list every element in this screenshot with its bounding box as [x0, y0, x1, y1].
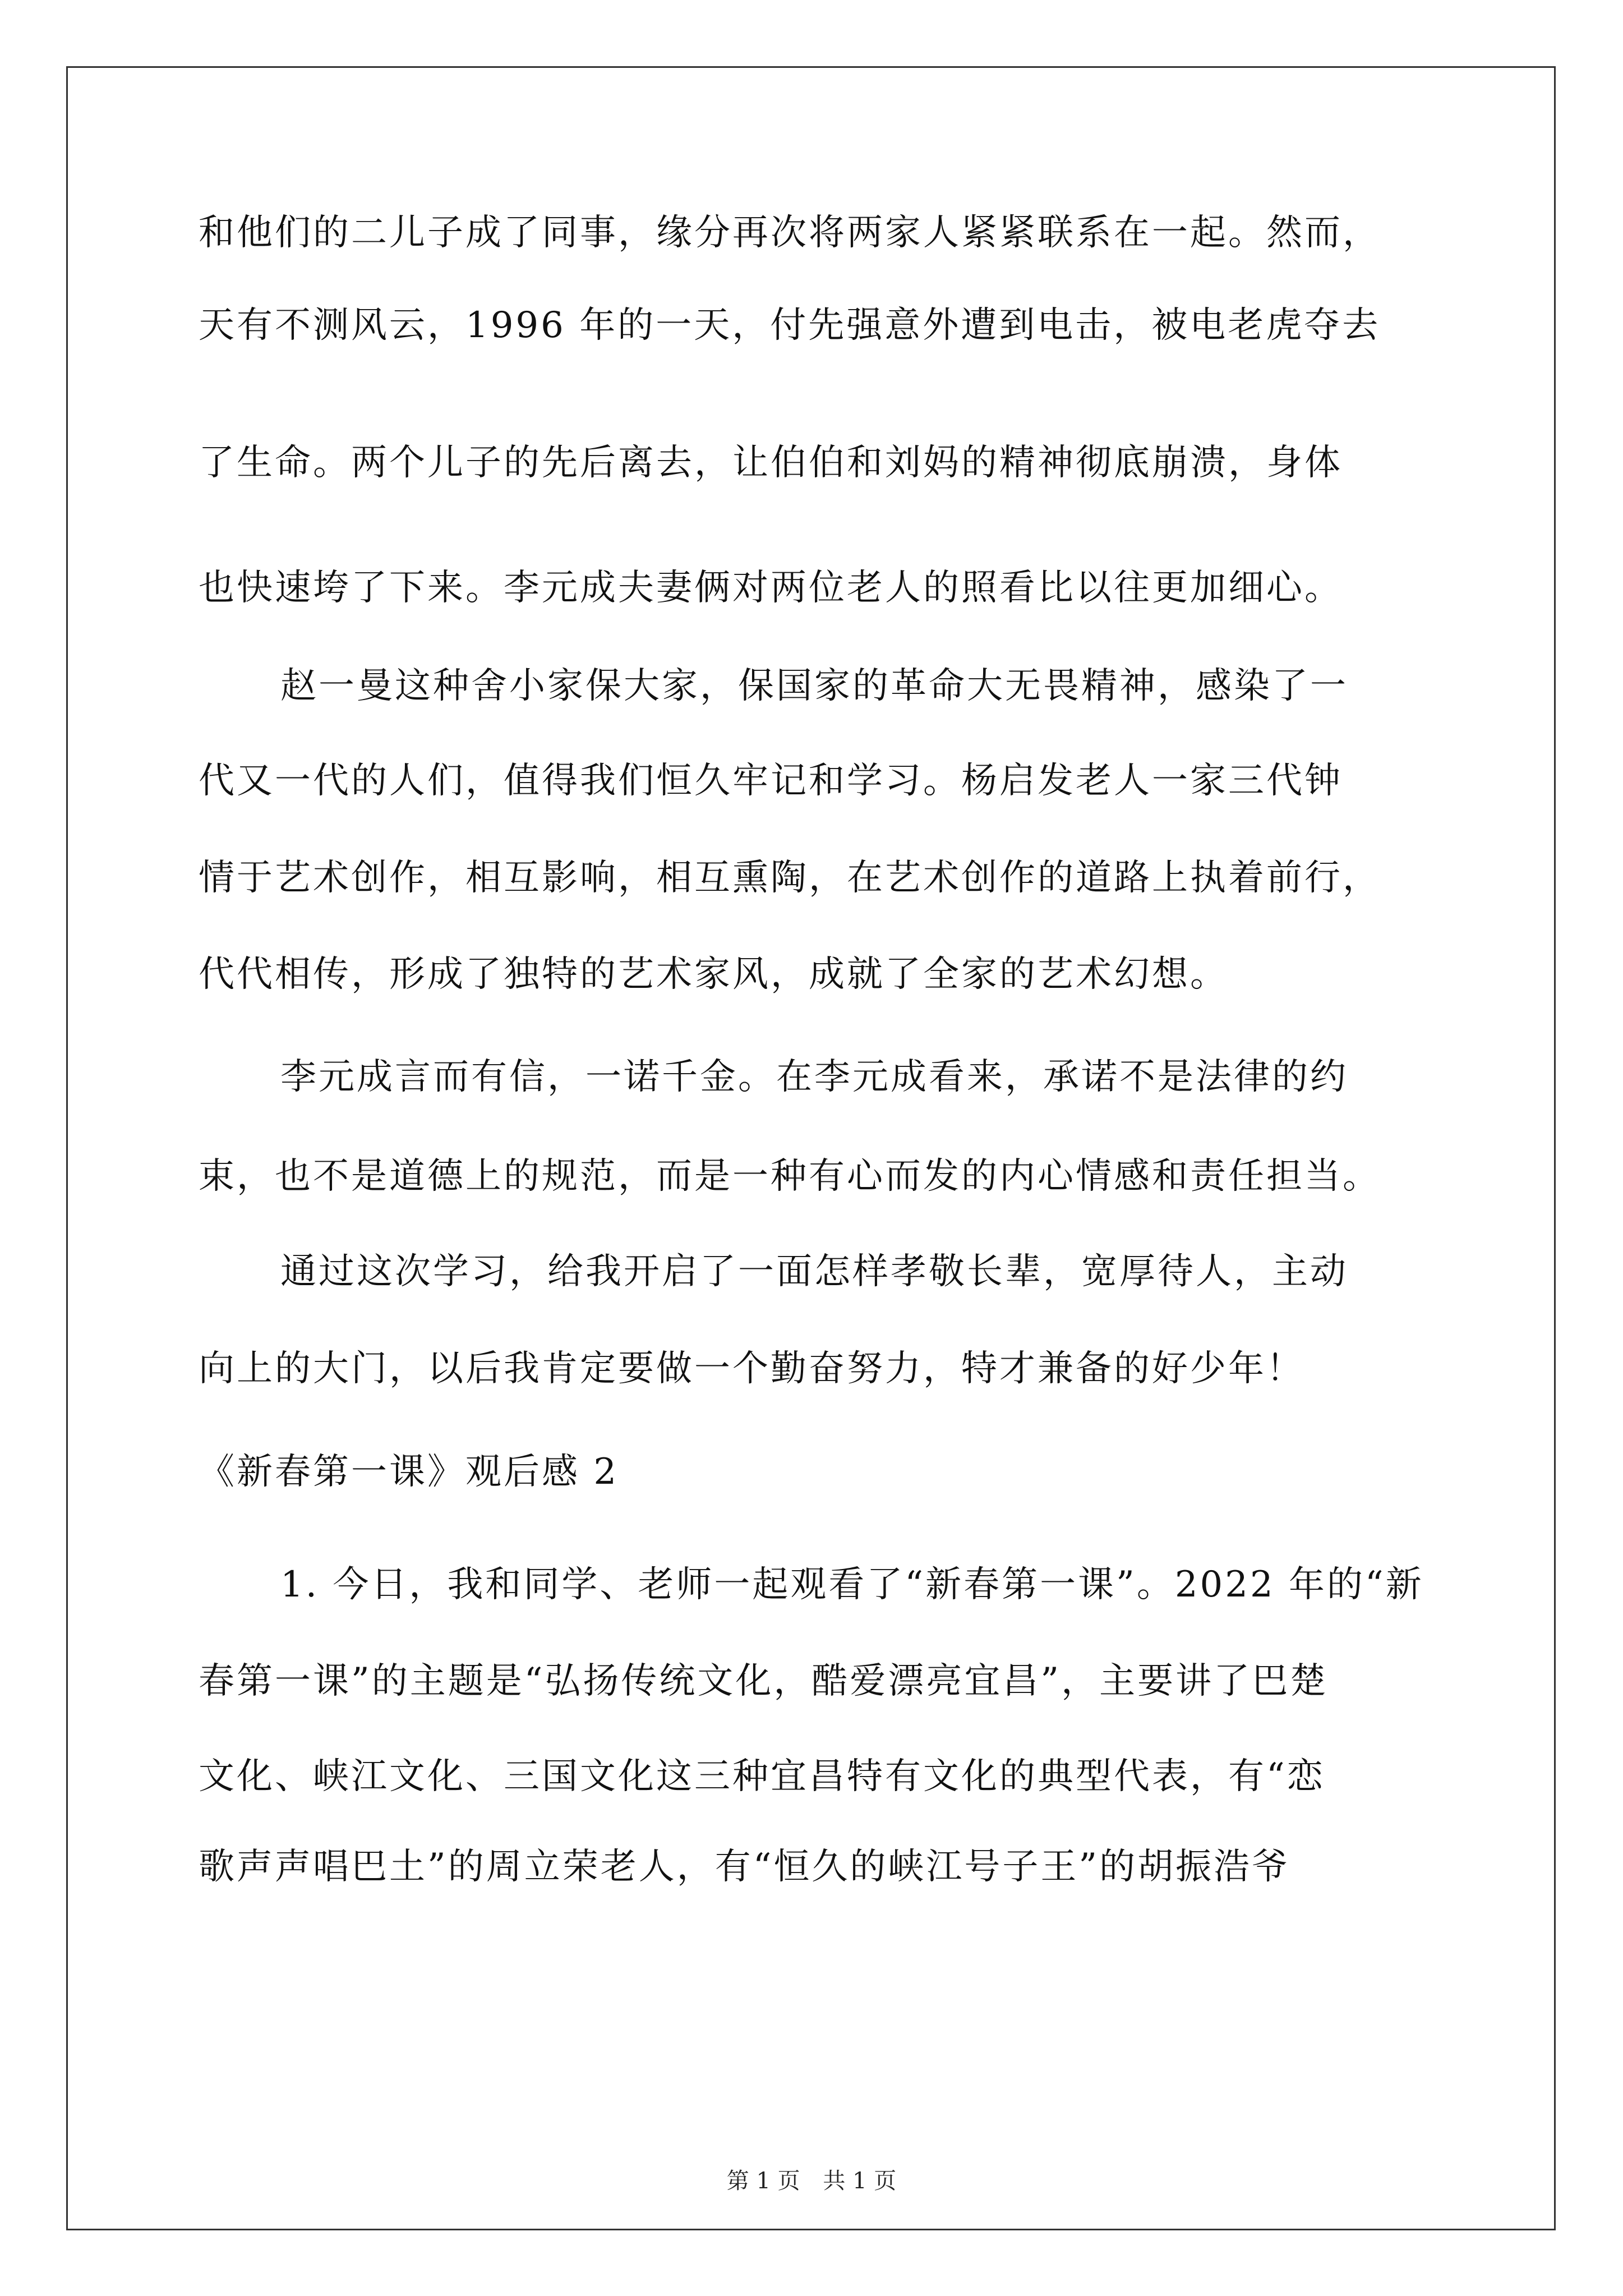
paragraph-line: 天有不测风云，1996 年的一天，付先强意外遭到电击，被电老虎夺去 — [199, 305, 1381, 346]
paragraph-line: 和他们的二儿子成了同事，缘分再次将两家人紧紧联系在一起。然而， — [199, 212, 1381, 254]
paragraph-line: 也快速垮了下来。李元成夫妻俩对两位老人的照看比以往更加细心。 — [199, 567, 1343, 609]
paragraph-line: 歌声声唱巴土”的周立荣老人，有“恒久的峡江号子王”的胡振浩爷 — [199, 1846, 1290, 1888]
page-total: 共 1 页 — [823, 2168, 897, 2194]
paragraph-line: 春第一课”的主题是“弘扬传统文化，酷爱漂亮宜昌”，主要讲了巴楚 — [199, 1660, 1329, 1702]
paragraph-line: 代又一代的人们，值得我们恒久牢记和学习。杨启发老人一家三代钟 — [199, 760, 1343, 802]
paragraph-line: 通过这次学习，给我开启了一面怎样孝敬长辈，宽厚待人，主动 — [280, 1251, 1348, 1292]
page-number: 第 1 页 — [726, 2168, 800, 2194]
paragraph-line: 文化、峡江文化、三国文化这三种宜昌特有文化的典型代表，有“恋 — [199, 1756, 1325, 1797]
paragraph-line: 赵一曼这种舍小家保大家，保国家的革命大无畏精神，感染了一 — [280, 665, 1348, 707]
section-heading: 《新春第一课》观后感 2 — [199, 1451, 619, 1493]
paragraph-line: 了生命。两个儿子的先后离去，让伯伯和刘妈的精神彻底崩溃，身体 — [199, 442, 1343, 484]
paragraph-line: 1. 今日，我和同学、老师一起观看了“新春第一课”。2022 年的“新 — [280, 1564, 1424, 1605]
paragraph-line: 代代相传，形成了独特的艺术家风，成就了全家的艺术幻想。 — [199, 954, 1228, 995]
paragraph-line: 李元成言而有信，一诺千金。在李元成看来，承诺不是法律的约 — [280, 1056, 1348, 1098]
page-border — [66, 66, 1556, 2230]
page-footer — [0, 2166, 1623, 2196]
paragraph-line: 向上的大门，以后我肯定要做一个勤奋努力，特才兼备的好少年！ — [199, 1348, 1304, 1389]
paragraph-line: 束，也不是道德上的规范，而是一种有心而发的内心情感和责任担当。 — [199, 1156, 1381, 1197]
paragraph-line: 情于艺术创作，相互影响，相互熏陶，在艺术创作的道路上执着前行， — [199, 857, 1381, 899]
